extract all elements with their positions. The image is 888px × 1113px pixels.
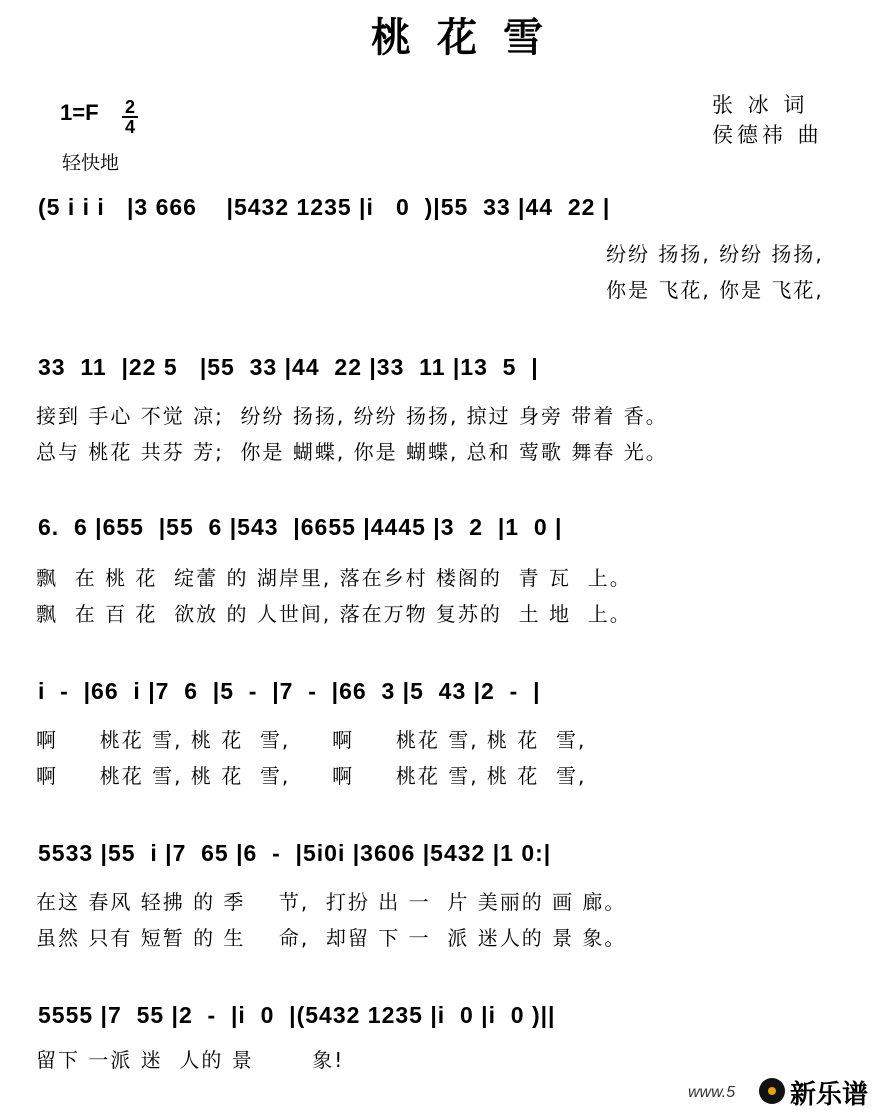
- notation-line-4: i - |66 i |7 6 |5 - |7 - |66 3 |5 43 |2 - |: [38, 678, 541, 704]
- lyric-line-3-verse-2: 飘 在 百 花 欲放 的 人世间, 落在万物 复苏的 土 地 上。: [36, 602, 632, 626]
- key-signature: 1=F: [60, 100, 99, 125]
- lyric-line-1-verse-1: 纷纷 扬扬, 纷纷 扬扬,: [606, 242, 824, 266]
- notation-line-6: 5555 |7 55 |2 - |i 0 |(5432 1235 |i 0 |i 0 )||: [38, 1002, 556, 1028]
- composer: 侯德祎 曲: [712, 123, 823, 147]
- lyric-line-5-verse-1: 在这 春风 轻拂 的 季 节, 打扮 出 一 片 美丽的 画 廊。: [36, 890, 627, 914]
- time-signature-bottom: 4: [124, 117, 135, 137]
- lyricist: 张 冰 词: [712, 93, 809, 117]
- credits: [712, 90, 823, 150]
- notation-line-5: 5533 |55 i |7 65 |6 - |5i0i |3606 |5432 |1 0:|: [38, 840, 552, 866]
- site-watermark: [688, 1072, 888, 1113]
- time-signature: [122, 98, 138, 136]
- lyric-line-4-verse-2: 啊 桃花 雪, 桃 花 雪, 啊 桃花 雪, 桃 花 雪,: [36, 764, 587, 788]
- lyric-line-4-verse-1: 啊 桃花 雪, 桃 花 雪, 啊 桃花 雪, 桃 花 雪,: [36, 728, 587, 752]
- lyric-line-2-verse-2: 总与 桃花 共芬 芳; 你是 蝴蝶, 你是 蝴蝶, 总和 莺歌 舞春 光。: [36, 440, 668, 464]
- notation-line-1: (5 i i i |3 666 |5432 1235 |i 0 )|55 33 |44 22 |: [38, 194, 611, 220]
- notation-line-3: 6. 6 |655 |55 6 |543 |6655 |4445 |3 2 |1 0 |: [38, 514, 563, 540]
- lyric-line-6-verse-1: 留下 一派 迷 人的 景 象!: [36, 1048, 345, 1072]
- watermark-brand: 新乐谱: [790, 1080, 869, 1110]
- notation-line-2: 33 11 |22 5 |55 33 |44 22 |33 11 |13 5 |: [38, 354, 539, 380]
- lyric-line-2-verse-1: 接到 手心 不觉 凉; 纷纷 扬扬, 纷纷 扬扬, 掠过 身旁 带着 香。: [36, 404, 668, 428]
- lyric-line-5-verse-2: 虽然 只有 短暂 的 生 命, 却留 下 一 派 迷人的 景 象。: [36, 926, 627, 950]
- time-signature-top: 2: [124, 97, 135, 117]
- watermark-url: www.5: [688, 1084, 736, 1101]
- score-title: 桃花雪: [371, 14, 569, 61]
- lyric-line-1-verse-2: 你是 飞花, 你是 飞花,: [606, 278, 824, 302]
- tempo-marking: 轻快地: [62, 152, 120, 174]
- lyric-line-3-verse-1: 飘 在 桃 花 绽蕾 的 湖岸里, 落在乡村 楼阁的 青 瓦 上。: [36, 566, 632, 590]
- record-disc-icon: [759, 1078, 785, 1104]
